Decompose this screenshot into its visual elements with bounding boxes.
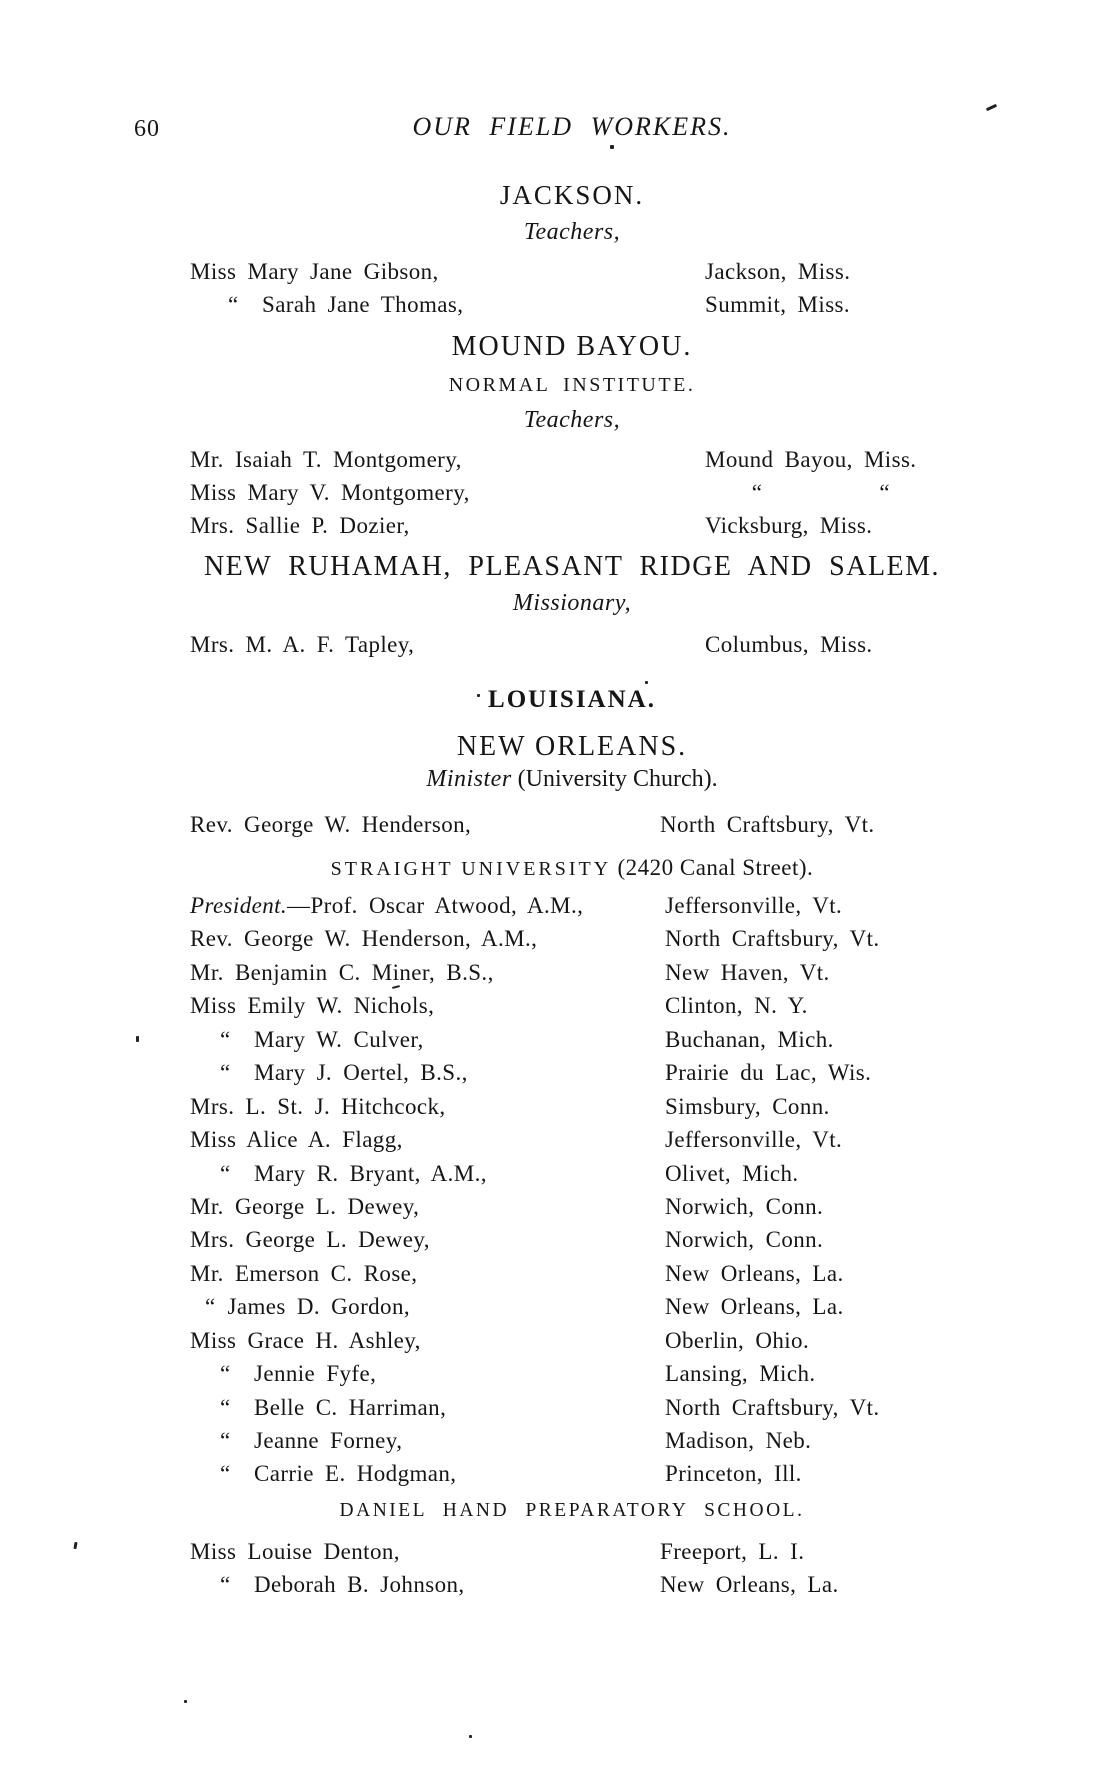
person-name: “ Mary W. Culver,	[220, 1026, 424, 1052]
person-location: Clinton, N. Y.	[665, 993, 808, 1019]
person-location: North Craftsbury, Vt.	[665, 1394, 880, 1420]
person-location: Princeton, Ill.	[665, 1461, 802, 1487]
person-name: Miss Mary Jane Gibson,	[190, 259, 439, 284]
subheading-normal-institute: NORMAL INSTITUTE.	[448, 374, 696, 396]
person-location: Lansing, Mich.	[665, 1361, 816, 1387]
table-row	[190, 1257, 1010, 1290]
state-heading-louisiana: LOUISIANA.	[488, 686, 656, 713]
person-name: Mr. Benjamin C. Miner, B.S.,	[190, 959, 494, 985]
person-location: Jeffersonville, Vt.	[665, 893, 843, 918]
person-name: “ Belle C. Harriman,	[220, 1394, 447, 1420]
person-name: Miss Louise Denton,	[190, 1539, 400, 1564]
role-label-minister	[172, 766, 972, 793]
table-row	[190, 1190, 1010, 1223]
person-name: “ Mary R. Bryant, A.M.,	[220, 1160, 487, 1186]
ink-speck	[73, 1542, 77, 1549]
person-location: Olivet, Mich.	[665, 1160, 799, 1186]
table-row	[190, 289, 1010, 322]
table-row	[190, 1457, 1010, 1490]
table-row	[190, 1357, 1010, 1390]
page-number: 60	[134, 116, 160, 142]
person-location: Oberlin, Ohio.	[665, 1327, 810, 1353]
table-row	[190, 808, 1010, 841]
ink-speck	[986, 104, 997, 111]
table-row	[190, 1290, 1010, 1323]
person-location: Jeffersonville, Vt.	[665, 1127, 843, 1153]
person-location: New Haven, Vt.	[665, 959, 830, 985]
person-name: Rev. George W. Henderson,	[190, 812, 472, 837]
section-heading-jackson: JACKSON.	[499, 180, 645, 210]
role-label-teachers: Teachers,	[523, 219, 621, 245]
person-location: Buchanan, Mich.	[665, 1026, 834, 1052]
person-location: Summit, Miss.	[705, 291, 851, 317]
minister-italic: Minister	[426, 766, 512, 792]
roster-daniel-hand	[190, 1535, 1010, 1601]
person-name: Mrs. L. St. J. Hitchcock,	[190, 1093, 446, 1119]
ink-speck	[610, 145, 614, 149]
person-name: “ Carrie E. Hodgman,	[220, 1461, 457, 1487]
table-row	[190, 956, 1010, 989]
ink-speck	[136, 1036, 139, 1042]
table-row	[190, 509, 1010, 542]
table-row	[190, 1023, 1010, 1056]
person-name: Mr. George L. Dewey,	[190, 1193, 420, 1219]
table-row	[190, 1424, 1010, 1457]
person-location: New Orleans, La.	[660, 1572, 839, 1597]
table-row	[190, 1056, 1010, 1089]
ink-speck	[184, 1700, 187, 1703]
person-name: “ Mary J. Oertel, B.S.,	[220, 1060, 468, 1086]
person-location: Norwich, Conn.	[665, 1193, 824, 1219]
person-location: Mound Bayou, Miss.	[705, 447, 917, 472]
section-heading-new-ruhamah: NEW RUHAMAH, PLEASANT RIDGE AND SALEM.	[203, 551, 941, 582]
roster-new-ruhamah	[190, 628, 1010, 661]
table-row	[190, 1391, 1010, 1424]
table-row	[190, 628, 1010, 661]
person-name: “ Jeanne Forney,	[220, 1428, 403, 1453]
table-row	[190, 443, 1010, 476]
table-row	[190, 1157, 1010, 1190]
person-name: “ James D. Gordon,	[205, 1294, 410, 1320]
table-row	[190, 1123, 1010, 1156]
person-location: Prairie du Lac, Wis.	[665, 1060, 872, 1086]
ink-speck	[477, 694, 480, 697]
person-location: Vicksburg, Miss.	[705, 513, 873, 538]
person-location: New Orleans, La.	[665, 1294, 844, 1320]
section-heading-new-orleans: NEW ORLEANS.	[456, 731, 688, 762]
person-location: North Craftsbury, Vt.	[665, 926, 880, 952]
person-name: “ Deborah B. Johnson,	[220, 1572, 465, 1597]
table-row	[190, 989, 1010, 1022]
person-location: Freeport, L. I.	[660, 1539, 805, 1564]
roster-minister	[190, 808, 1010, 841]
roster-straight-university	[190, 889, 1010, 1491]
person-name: Miss Emily W. Nichols,	[190, 993, 435, 1019]
roster-jackson	[190, 256, 1010, 321]
person-name: “ Jennie Fyfe,	[220, 1361, 377, 1387]
person-name	[190, 893, 583, 918]
section-heading-daniel-hand: DANIEL HAND PREPARATORY SCHOOL.	[339, 1500, 805, 1521]
person-location: Norwich, Conn.	[665, 1227, 824, 1253]
person-location: New Orleans, La.	[665, 1260, 844, 1286]
ink-speck	[469, 1735, 472, 1738]
person-name: Mr. Emerson C. Rose,	[190, 1260, 418, 1286]
table-row	[190, 256, 1010, 289]
table-row	[190, 1535, 1010, 1568]
person-location: Simsbury, Conn.	[665, 1093, 830, 1119]
person-location-ditto: “ “	[705, 480, 891, 505]
section-heading-straight-university	[172, 855, 972, 881]
table-row	[190, 889, 1010, 922]
table-row	[190, 1223, 1010, 1256]
person-name: Mrs. George L. Dewey,	[190, 1227, 430, 1253]
person-location: Madison, Neb.	[665, 1428, 812, 1453]
table-row	[190, 1324, 1010, 1357]
person-name: Mrs. M. A. F. Tapley,	[190, 632, 415, 657]
role-label-missionary: Missionary,	[512, 590, 632, 616]
person-location: Jackson, Miss.	[705, 259, 851, 284]
ink-speck	[645, 681, 648, 684]
minister-rest: (University Church).	[511, 766, 718, 792]
president-name: —Prof. Oscar Atwood, A.M.,	[287, 893, 584, 918]
section-heading-mound-bayou: MOUND BAYOU.	[451, 331, 693, 362]
running-title: OUR FIELD WORKERS.	[412, 112, 732, 141]
table-row	[190, 1090, 1010, 1123]
person-name: Miss Grace H. Ashley,	[190, 1327, 421, 1353]
person-location: North Craftsbury, Vt.	[660, 812, 875, 837]
table-row	[190, 922, 1010, 955]
roster-mound-bayou	[190, 443, 1010, 542]
table-row	[190, 476, 1010, 509]
table-row	[190, 1568, 1010, 1601]
straight-university-caps: STRAIGHT UNIVERSITY	[330, 858, 612, 880]
role-label-teachers: Teachers,	[523, 407, 621, 433]
person-location: Columbus, Miss.	[705, 632, 873, 657]
person-name: Miss Alice A. Flagg,	[190, 1127, 403, 1153]
president-label: President.	[190, 893, 288, 918]
person-name: Miss Mary V. Montgomery,	[190, 480, 470, 505]
person-name: Rev. George W. Henderson, A.M.,	[190, 926, 538, 952]
straight-university-address: (2420 Canal Street).	[611, 855, 814, 880]
person-name: “ Sarah Jane Thomas,	[228, 291, 464, 317]
person-name: Mrs. Sallie P. Dozier,	[190, 513, 410, 538]
person-name: Mr. Isaiah T. Montgomery,	[190, 447, 462, 472]
